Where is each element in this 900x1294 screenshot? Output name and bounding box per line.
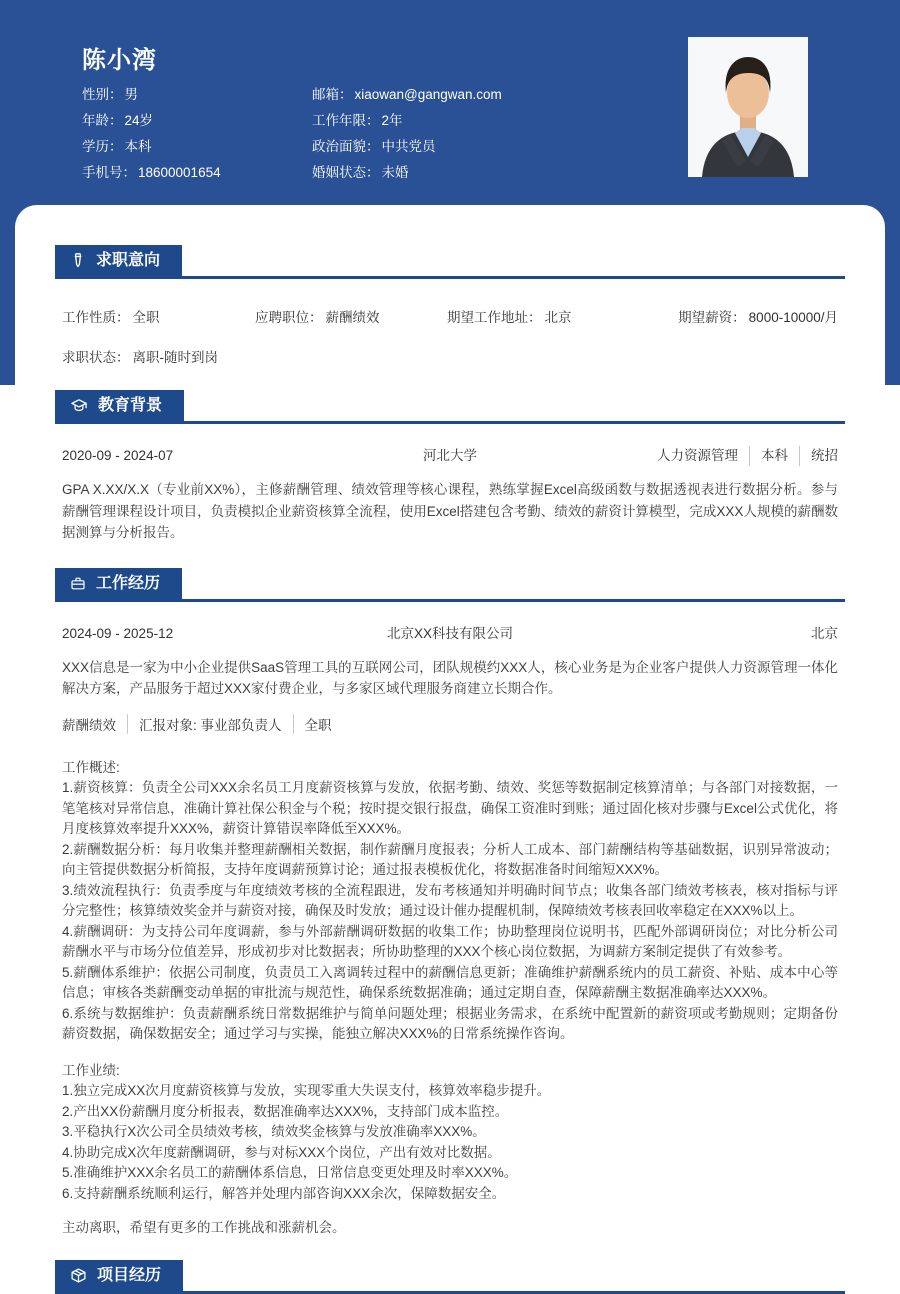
tie-icon — [70, 252, 86, 269]
field-target-position — [255, 306, 447, 326]
package-icon — [70, 1267, 87, 1284]
work-overview-block — [62, 758, 838, 1045]
section-badge — [55, 568, 182, 599]
intention-fields — [62, 306, 838, 366]
info-education — [82, 134, 312, 160]
field-value: 离职-随时到岗 — [132, 350, 218, 365]
overview-title: 工作概述: — [62, 759, 120, 775]
achievement-item: 1.独立完成XX次月度薪资核算与发放，实现零重大失误支付，核算效率稳步提升。 — [62, 1083, 551, 1098]
education-school: 河北大学 — [423, 448, 477, 463]
field-target-location — [447, 306, 662, 326]
info-label: 手机号： — [82, 165, 136, 180]
overview-item: 6.系统与数据维护：负责薪酬系统日常数据维护与简单问题处理；根据业务需求，在系统中配置新的薪资项或考勤规则；定期备份薪资数据，确保数据安全；通过学习与实操，能独立解决XXX%的日常系统操作咨询。 — [62, 1005, 838, 1041]
portrait-photo — [688, 37, 808, 177]
resume-header — [0, 0, 900, 205]
info-value: xiaowan@gangwan.com — [354, 87, 502, 102]
info-value: 未婚 — [381, 165, 409, 180]
section-badge — [55, 245, 182, 276]
field-expected-salary — [662, 306, 838, 326]
work-position-row — [62, 714, 838, 734]
education-admission-type: 统招 — [799, 446, 838, 466]
overview-item: 5.薪酬体系维护：依据公司制度，负责员工入离调转过程中的薪酬信息更新；准确维护薪酬系统内的员工薪资、补贴、成本中心等信息；审核各类薪酬变动单据的审批流与规范性，确保系统数据准确；通过定期自查，保障薪酬主数据准确率达XXX%。 — [62, 964, 838, 1000]
resume-body-card — [15, 205, 885, 1284]
achievement-item: 2.产出XX份薪酬月度分析报表，数据准确率达XXX%，支持部门成本监控。 — [62, 1103, 509, 1119]
section-education — [55, 390, 845, 544]
field-value: 薪酬绩效 — [325, 310, 380, 325]
section-title: 工作经历 — [96, 574, 161, 592]
section-header — [55, 568, 845, 602]
achievement-title: 工作业绩: — [62, 1062, 120, 1078]
info-value: 中共党员 — [381, 139, 436, 154]
work-report-to: 汇报对象: 事业部负责人 — [127, 714, 282, 734]
field-label: 工作性质： — [62, 310, 130, 325]
info-label: 学历： — [82, 139, 123, 154]
info-label: 性别： — [82, 87, 123, 102]
info-value: 18600001654 — [138, 165, 221, 180]
education-description: GPA X.XX/X.X（专业前XX%），主修薪酬管理、绩效管理等核心课程，熟练掌握Excel高级函数与数据透视表进行数据分析。参与薪酬管理课程设计项目，负责模拟企业薪资核算全流程，使用Excel搭建包含考勤、绩效的薪资计算模型，完成XXX人规模的薪酬数据测算与分析报告。 — [62, 482, 838, 540]
section-job-intention — [55, 245, 845, 366]
education-degree-group — [657, 446, 838, 466]
section-header — [55, 1260, 845, 1294]
info-political-status — [312, 134, 502, 160]
achievement-item: 6.支持薪酬系统顺利运行，解答并处理内部咨询XXX余次，保障数据安全。 — [62, 1185, 506, 1201]
info-phone — [82, 160, 312, 186]
briefcase-icon — [70, 575, 86, 592]
section-work-experience — [55, 568, 845, 1237]
work-achievement-block — [62, 1061, 838, 1205]
field-value: 全职 — [132, 310, 160, 325]
education-period: 2020-09 - 2024-07 — [62, 448, 174, 463]
info-email — [312, 82, 502, 108]
personal-info-grid — [82, 82, 642, 186]
overview-item: 3.绩效流程执行：负责季度与年度绩效考核的全流程跟进，发布考核通知并明确时间节点；收集各部门绩效考核表，核对指标与评分完整性；核算绩效奖金并与薪资对接，确保及时发放；通过设计催办提醒机制，保障绩效考核表回收率稳定在XXX%以上。 — [62, 882, 838, 918]
section-title: 求职意向 — [96, 252, 161, 269]
portrait-photo-drawing — [688, 37, 808, 177]
work-position: 薪酬绩效 — [62, 717, 116, 733]
work-company: 北京XX科技有限公司 — [386, 625, 514, 641]
company-intro: XXX信息是一家为中小企业提供SaaS管理工具的互联网公司，团队规模约XXX人，核心业务是为企业客户提供人力资源管理一体化解决方案，产品服务于超过XXX家付费企业，与多家区域代理服务商建立长期合作。 — [62, 659, 838, 696]
info-label: 政治面貌： — [312, 139, 380, 154]
overview-item: 4.薪酬调研：为支持公司年度调薪，参与外部薪酬调研数据的收集工作；协助整理岗位说明书，匹配外部调研岗位；对比分析公司薪酬水平与市场分位值差异，形成初步对比数据表；所协助整理的XXX个核心岗位数据，为调薪方案制定提供了有效参考。 — [62, 923, 838, 959]
work-meta-row — [62, 624, 838, 644]
info-value: 24岁 — [124, 113, 154, 128]
education-degree: 本科 — [749, 446, 788, 466]
overview-item: 2.薪酬数据分析：每月收集并整理薪酬相关数据，制作薪酬月度报表；分析人工成本、部门薪酬结构等基础数据，识别异常波动；向主管提供数据分析简报，支持年度调薪预算讨论；通过报表模板优化，将数据准备时间缩短XXX%。 — [62, 841, 838, 877]
graduation-cap-icon — [70, 397, 88, 414]
work-period: 2024-09 - 2025-12 — [62, 625, 174, 641]
field-label: 期望工作地址： — [447, 310, 542, 325]
achievement-item: 5.准确维护XXX余名员工的薪酬体系信息，日常信息变更处理及时率XXX%。 — [62, 1165, 518, 1180]
field-job-nature — [62, 306, 255, 326]
info-label: 邮箱： — [312, 87, 353, 102]
leave-reason-note: 主动离职，希望有更多的工作挑战和涨薪机会。 — [62, 1220, 346, 1235]
overview-item: 1.薪资核算：负责全公司XXX余名员工月度薪资核算与发放，依据考勤、绩效、奖惩等数据制定核算清单；与各部门对接数据，一笔笔核对异常信息，准确计算社保公积金与个税；按时提交银行报盘，确保工资准时到账；通过固化核对步骤与Excel公式优化，将月度核算效率提升XXX%，薪资计算错误率降低至XXX%。 — [62, 780, 838, 836]
person-name: 陈小湾 — [82, 47, 157, 74]
info-gender — [82, 82, 312, 108]
field-value: 北京 — [544, 310, 572, 325]
education-meta-row — [62, 446, 838, 466]
info-label: 工作年限： — [312, 113, 380, 128]
section-badge — [55, 1260, 183, 1291]
section-title: 教育背景 — [98, 397, 163, 414]
education-major: 人力资源管理 — [657, 448, 738, 463]
info-marital-status — [312, 160, 502, 186]
achievement-item: 3.平稳执行X次公司全员绩效考核，绩效奖金核算与发放准确率XXX%。 — [62, 1124, 486, 1139]
info-value: 2年 — [381, 113, 403, 128]
field-value: 8000-10000/月 — [748, 310, 838, 325]
info-work-years — [312, 108, 502, 134]
field-label: 应聘职位： — [255, 310, 323, 325]
work-city: 北京 — [811, 625, 838, 641]
section-header — [55, 245, 845, 279]
section-badge — [55, 390, 184, 421]
info-label: 婚姻状态： — [312, 165, 380, 180]
section-title: 项目经历 — [97, 1267, 162, 1284]
info-value: 男 — [124, 87, 138, 102]
info-age — [82, 108, 312, 134]
field-job-status — [62, 346, 218, 366]
section-project-experience — [55, 1260, 845, 1294]
field-label: 期望薪资： — [678, 310, 746, 325]
work-job-type: 全职 — [293, 714, 332, 734]
field-label: 求职状态： — [62, 350, 130, 365]
info-value: 本科 — [124, 139, 152, 154]
section-header — [55, 390, 845, 424]
info-label: 年龄： — [82, 113, 123, 128]
achievement-item: 4.协助完成X次年度薪酬调研，参与对标XXX个岗位，产出有效对比数据。 — [62, 1144, 501, 1160]
